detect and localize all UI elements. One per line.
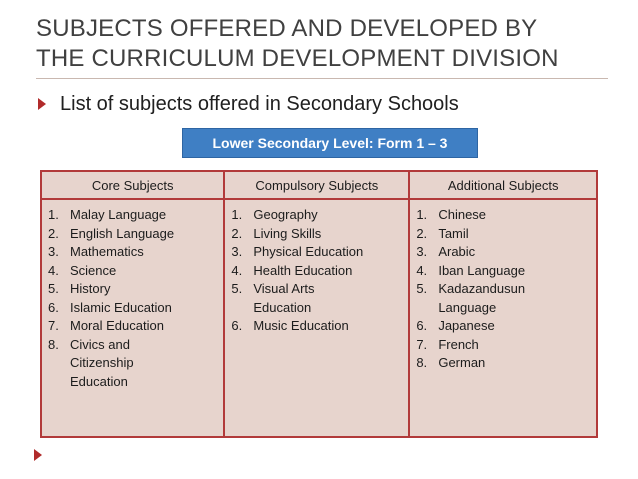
list-item: 2. Living Skills xyxy=(231,225,322,241)
level-badge: Lower Secondary Level: Form 1 – 3 xyxy=(182,128,478,158)
list-item: 5. Visual Arts Education xyxy=(231,281,315,315)
list-item: 4. Science xyxy=(48,262,117,278)
list-item: 7. French xyxy=(416,336,479,352)
title-divider xyxy=(36,78,608,79)
bullet-text: List of subjects offered in Secondary Schools xyxy=(60,92,459,115)
list-item: 6. Islamic Education xyxy=(48,299,172,315)
bullet-item xyxy=(38,90,459,118)
slide-title-line-2: THE CURRICULUM DEVELOPMENT DIVISION xyxy=(36,45,559,72)
core-subjects-list xyxy=(48,206,219,391)
list-item: 3. Arabic xyxy=(416,244,476,259)
additional-subjects-cell xyxy=(409,199,597,437)
list-item: 4. Iban Language xyxy=(416,262,526,278)
slide-title xyxy=(36,14,626,74)
list-item: 1. Geography xyxy=(231,207,318,222)
list-item: 1. Malay Language xyxy=(48,207,167,222)
subjects-table xyxy=(40,170,598,438)
table-body-row xyxy=(41,199,597,437)
bullet-arrow-icon xyxy=(38,98,46,110)
list-item: 6. Music Education xyxy=(231,318,349,333)
list-item: 2. Tamil xyxy=(416,225,469,241)
list-item: 3. Mathematics xyxy=(48,244,144,259)
list-item: 5. Kadazandusun Language xyxy=(416,281,526,315)
additional-subjects-list xyxy=(416,206,592,373)
list-item: 4. Health Education xyxy=(231,262,353,278)
list-item: 1. Chinese xyxy=(416,207,487,222)
table-header-row xyxy=(41,171,597,199)
list-item: 5. History xyxy=(48,281,111,296)
header-core-subjects: Core Subjects xyxy=(41,171,224,199)
list-item: 8. German xyxy=(416,355,486,370)
header-compulsory-subjects: Compulsory Subjects xyxy=(224,171,409,199)
core-subjects-cell xyxy=(41,199,224,437)
list-item: 3. Physical Education xyxy=(231,244,364,259)
compulsory-subjects-cell xyxy=(224,199,409,437)
list-item: 6. Japanese xyxy=(416,318,495,333)
list-item: 2. English Language xyxy=(48,225,175,241)
list-item: 8. Civics and Citizenship Education xyxy=(48,336,134,389)
slide-title-line-1: SUBJECTS OFFERED AND DEVELOPED BY xyxy=(36,15,538,42)
list-item: 7. Moral Education xyxy=(48,318,164,333)
header-additional-subjects: Additional Subjects xyxy=(409,171,597,199)
compulsory-subjects-list xyxy=(231,206,404,336)
footer-arrow-icon xyxy=(34,449,42,461)
